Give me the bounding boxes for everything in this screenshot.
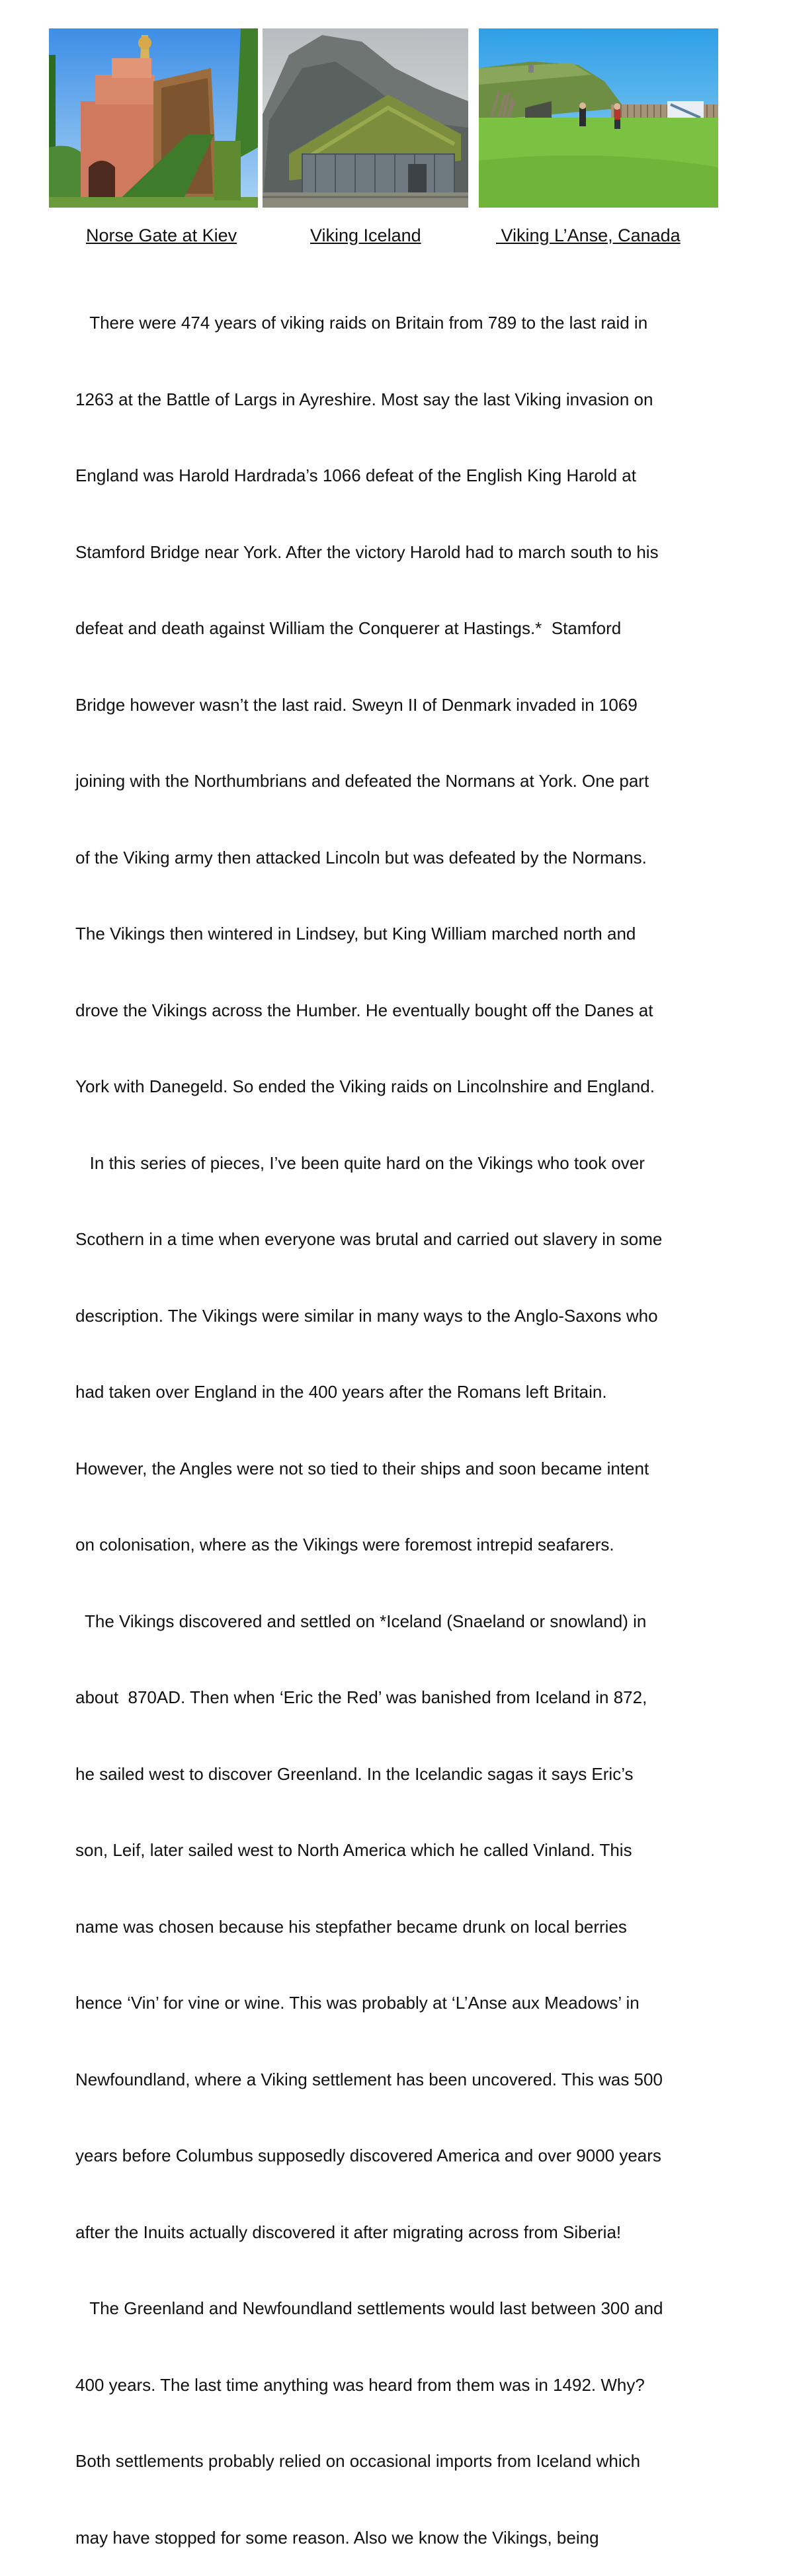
body-line: The Vikings then wintered in Lindsey, but King William marched north and xyxy=(75,924,636,944)
body-line: The Greenland and Newfoundland settlements would last between 300 and xyxy=(75,2298,663,2318)
body-line: Stamford Bridge near York. After the victory Harold had to march south to his xyxy=(75,542,659,562)
body-line: about 870AD. Then when ‘Eric the Red’ was banished from Iceland in 872, xyxy=(75,1687,647,1707)
viking-iceland-photo xyxy=(263,28,468,208)
article-body xyxy=(75,259,724,2576)
body-line: England was Harold Hardrada’s 1066 defeat of the English King Harold at xyxy=(75,465,636,485)
body-line: description. The Vikings were similar in many ways to the Anglo-Saxons who xyxy=(75,1305,658,1326)
body-line: of the Viking army then attacked Lincoln but was defeated by the Normans. xyxy=(75,847,647,867)
body-line: Bridge however wasn’t the last raid. Sweyn II of Denmark invaded in 1069 xyxy=(75,694,638,715)
body-line: drove the Vikings across the Humber. He eventually bought off the Danes at xyxy=(75,1000,653,1020)
body-line: name was chosen because his stepfather became drunk on local berries xyxy=(75,1916,627,1937)
caption-viking-lanse-canada: Viking L’Anse, Canada xyxy=(496,225,681,245)
caption-norse-gate-kiev: Norse Gate at Kiev xyxy=(86,225,237,245)
body-line: joining with the Northumbrians and defeated the Normans at York. One part xyxy=(75,771,649,791)
norse-gate-kiev-photo xyxy=(49,28,258,208)
viking-lanse-canada-photo xyxy=(479,28,718,208)
body-line: Scothern in a time when everyone was brutal and carried out slavery in some xyxy=(75,1229,663,1249)
body-line: Both settlements probably relied on occasional imports from Iceland which xyxy=(75,2451,641,2471)
body-line: There were 474 years of viking raids on Britain from 789 to the last raid in xyxy=(75,313,648,333)
body-line: may have stopped for some reason. Also we know the Vikings, being xyxy=(75,2527,599,2548)
body-line: defeat and death against William the Conquerer at Hastings.* Stamford xyxy=(75,618,622,638)
body-line: However, the Angles were not so tied to their ships and soon became intent xyxy=(75,1458,649,1478)
caption-viking-iceland: Viking Iceland xyxy=(310,225,421,245)
body-line: on colonisation, where as the Vikings were foremost intrepid seafarers. xyxy=(75,1535,614,1554)
body-line: hence ‘Vin’ for vine or wine. This was probably at ‘L’Anse aux Meadows’ in xyxy=(75,1993,640,2013)
body-line: 1263 at the Battle of Largs in Ayreshire. Most say the last Viking invasion on xyxy=(75,389,653,409)
body-line: The Vikings discovered and settled on *Iceland (Snaeland or snowland) in xyxy=(75,1611,647,1631)
body-line: he sailed west to discover Greenland. In the Icelandic sagas it says Eric’s xyxy=(75,1763,634,1784)
body-line: son, Leif, later sailed west to North America which he called Vinland. This xyxy=(75,1840,632,1860)
body-line: had taken over England in the 400 years after the Romans left Britain. xyxy=(75,1382,607,1402)
body-line: Newfoundland, where a Viking settlement has been uncovered. This was 500 xyxy=(75,2069,663,2089)
body-line: years before Columbus supposedly discovered America and over 9000 years xyxy=(75,2146,661,2165)
body-line: York with Danegeld. So ended the Viking raids on Lincolnshire and England. xyxy=(75,1076,655,1096)
body-line: In this series of pieces, I’ve been quite hard on the Vikings who took over xyxy=(75,1152,645,1173)
body-line: 400 years. The last time anything was heard from them was in 1492. Why? xyxy=(75,2374,645,2395)
body-line: after the Inuits actually discovered it after migrating across from Siberia! xyxy=(75,2222,622,2242)
